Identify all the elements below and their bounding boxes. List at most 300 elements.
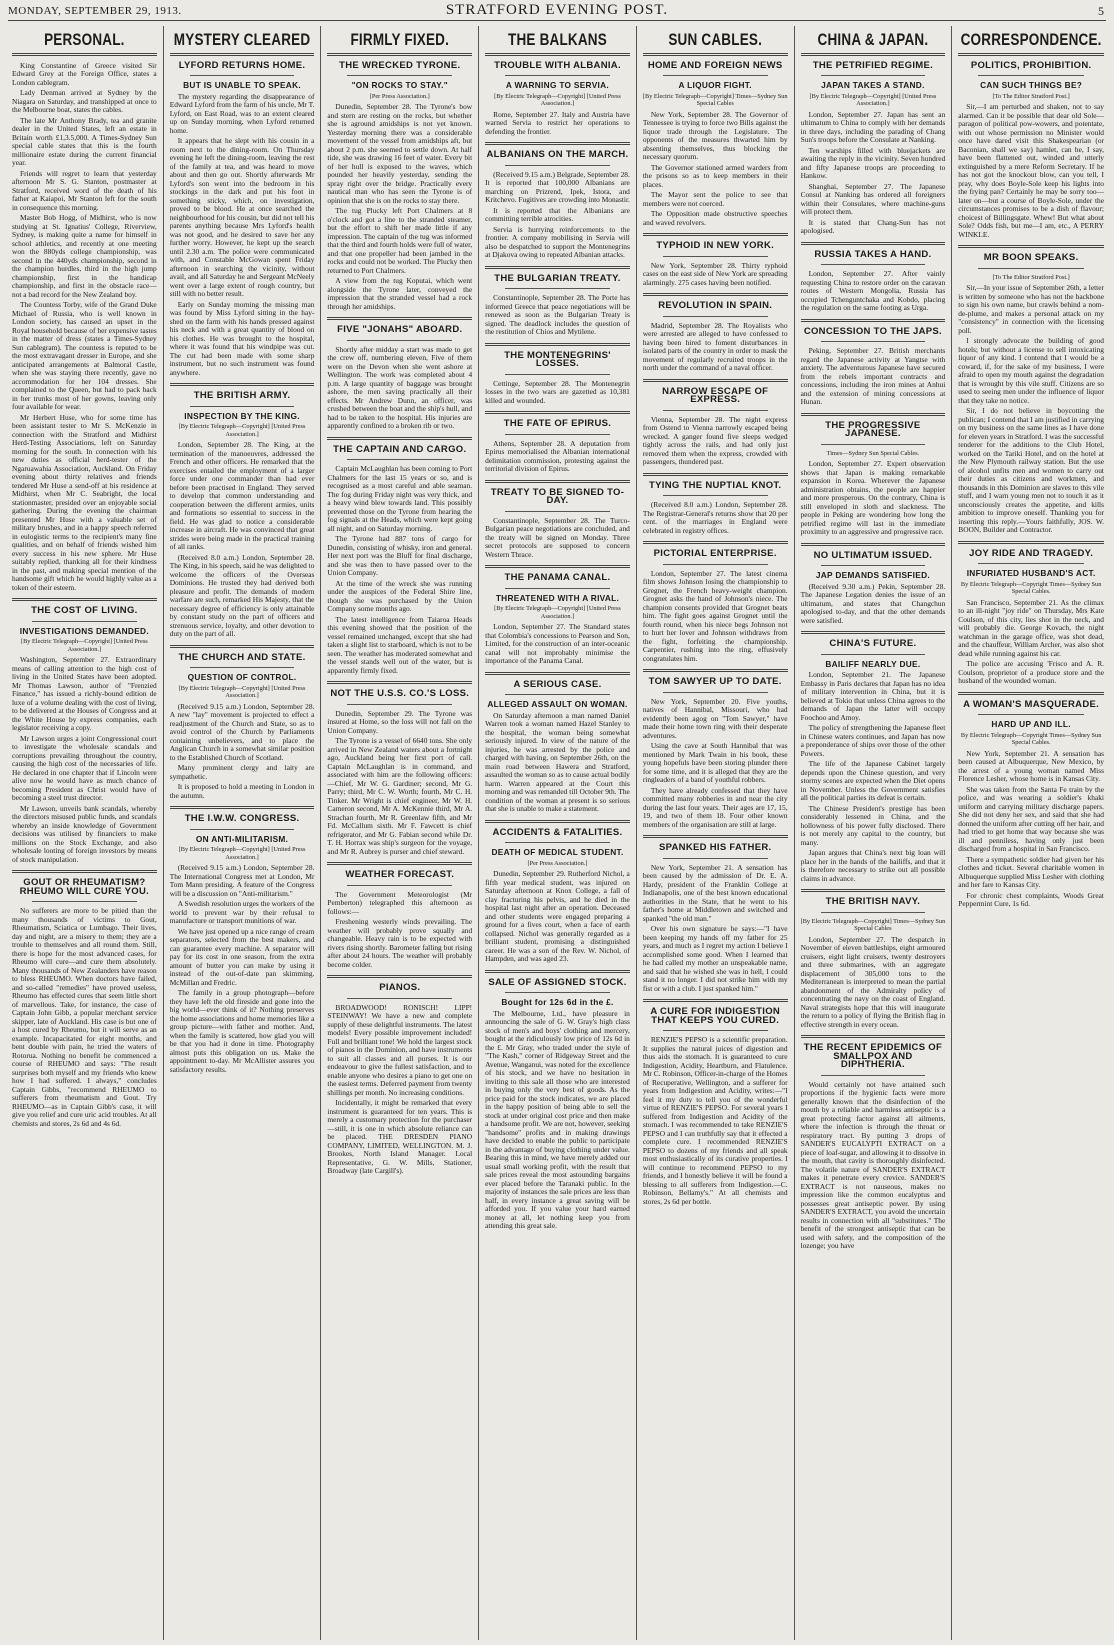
article: [643, 678, 788, 829]
article-headline: THE PROGRESSIVE JAPANESE.: [825, 419, 921, 439]
article-paragraph: Mr Herbert Huse, who for some time has been assistant tester to Mr S. McKenzie in connection with the Stratford and Midhirst Herd-Testing Associations, left on Saturday morning for the south. In connection with his new duties as official herd-tester of the Ngaruawahia Association, Auckland. On Friday evening about thirty relatives and friends tendered Mr Huse a send-off at his residence at Midhirst, when Mr C. Seabright, the local stationmaster, presided over an enjoyable social gathering. During the evening the chairman presented Mr Huse with a valuable set of military brushes, and in a happy speech referred in eulogistic terms to the recipient's many fine qualities, and on behalf of friends wished him every success in his new sphere. Mr Huse suitably replied, thanking all for their kindness in the past, and making special mention of the handsome gift which he would highly value as a token of their esteem.: [12, 412, 157, 592]
article: [643, 302, 788, 373]
article: [643, 844, 788, 993]
article: [327, 871, 472, 969]
article: [485, 486, 630, 560]
column-heading-rule: [485, 53, 630, 56]
article-headline: TROUBLE WITH ALBANIA.: [494, 59, 621, 71]
headline-rule: [347, 459, 452, 460]
article-headline: HOME AND FOREIGN NEWS: [647, 59, 783, 71]
column-heading: CORRESPONDENCE.: [960, 29, 1102, 49]
article-paragraph: The Chinese President's prestige has been considerably lessened in China, and the hollowness of his power fully disclosed. There is not merely any capital to the country, but many.: [800, 803, 946, 847]
article: [170, 815, 315, 1074]
headline-rule: [978, 714, 1084, 715]
headline-rule: [505, 75, 610, 76]
article-paragraph: London, September 27. The Standard states that Colombia's concessions to Pearson and Son, Limited, for the construction of an inter-oceanic canal will not improbably minimise the importance of the Panama Canal.: [485, 622, 630, 665]
article-separator: [643, 293, 788, 296]
article-headline: ACCIDENTS & FATALITIES.: [492, 826, 623, 838]
article-paragraph: Lady Denman arrived at Sydney by the Niagara on Saturday, and transhipped at once to the Melbourne boat, states the cables.: [12, 88, 157, 114]
headline-rule: [190, 406, 295, 407]
article-headline: A CURE FOR INDIGESTION THAT KEEPS YOU CURED.: [650, 1006, 781, 1026]
headline-rule: [663, 858, 768, 859]
article-separator: [801, 413, 946, 416]
article-paragraph: Vienna, September 28. The night express from Ostend to Vienna narrowly escaped being wrecked. A ganger found five sleeps wedged tightly across the rails, and had only just removed them when the express, crowded with passengers, thundered past.: [642, 414, 788, 466]
column-the-balkans: [479, 26, 637, 1640]
article-headline: RUSSIA TAKES A HAND.: [814, 248, 932, 260]
article: [485, 678, 630, 814]
headline-rule: [821, 654, 926, 655]
article-paragraph: The late Mr Anthony Brady, tea and granite dealer in the United States, left an estate in Britain worth £1,3.5,000. A Times-Sydney Sun special cable states that this is the fourth millionaire estate during the current financial year.: [12, 115, 157, 167]
article-paragraph: Ten warships filled with bluejackets are awaiting the reply in the vicinity. Seven hundred and fifty Japanese troops are proceeding to Hankow.: [800, 145, 946, 180]
article-subheadline: JAPAN TAKES A STAND.: [821, 80, 925, 90]
article: [12, 879, 157, 1128]
article-separator: [643, 835, 788, 838]
article-headline: THE I.W.W. CONGRESS.: [184, 813, 300, 824]
article-subheadline: INVESTIGATIONS DEMANDED.: [19, 625, 149, 636]
headline-rule: [663, 256, 768, 257]
headline-rule: [663, 410, 768, 411]
article-separator: [170, 806, 315, 809]
article-paragraph: Sir,—I am perturbed and shaken, not to say alarmed. Can it be possible that dear old Sole—paragon of political pow-wowers, and potentate, with out whose permission no Minister would once have dared visit this Shakespearian (or Baconian, shall we say) hamlet, can he, I say, have been flattened out, winded and utterly extinguished by a mere Reform Secretary. If he has not got the knockout blow, can you tell, I pray, why does Boyle-Sole keep his lights into the frying pan? Certainly he may be sorry too—later on—but a course of Boyle-Sole, under the circumstances promises to be a dish of flavour; choicest of Billingsgate. Whew! But what about Sole? Odds fish, but me—I am, etc., A PERRY WINKLE.: [958, 102, 1104, 239]
article-paragraph: Early on Sunday morning the missing man was found by Miss Lyford sitting in the hay-shed on the farm with his hands pressed against his neck and with a great quantity of blood on his clothes. He was brought to the hospital, where it was found that his windpipe was cut. The cut had been made with some sharp instrument, but no such instrument was found anywhere.: [169, 299, 315, 377]
article-paragraph: Sir, I do not believe in boycotting the publican; I contend that I am justified in carrying on my business on the same lines as I have done for eleven years in Stratford. I was the successful tenderer for the additions to the Club Hotel, worked on the Tariki Hotel, and on the hotel at the New Plymouth railway station. But the use of alcohol unfits men and women to carry out their duties as citizens and workmen, and thousands in this Dominion are slaves to this vile stuff, and I warn young men not to touch it as it unconsciously creates the appetite, and kills ambition to improve oneself. Thanking you for inserting this reply.—Yours faithfully, JOS. W. BOON, Builder and Contractor.: [958, 406, 1104, 534]
wire-credit: [By Electric Telegraph—Copyright] [United Press Association.]: [178, 423, 306, 438]
article-paragraph: We have just opened up a nice range of cream separators, selected from the best makers, and can guarantee every machine. A separator will pay for its cost in one season, from the extra amount of butter you can make by using it instead of the out-of-date pan skimming. McMillan and Fredric.: [169, 926, 315, 987]
headline-rule: [821, 1075, 926, 1076]
column-firmly-fixed: [321, 26, 479, 1640]
article-subheadline: JAP DEMANDS SATISFIED.: [815, 570, 930, 580]
article-headline: MR BOON SPEAKS.: [983, 252, 1079, 263]
wire-credit: By Electric Telegraph—Copyright Times—Sydney Sun Special Cables.: [960, 580, 1102, 595]
headline-rule: [663, 495, 768, 496]
headline-rule: [32, 621, 137, 622]
article: [327, 326, 472, 431]
article-headline: SPANKED HIS FATHER.: [658, 842, 772, 853]
article-headline: NOT THE U.S.S. CO.'S LOSS.: [330, 688, 470, 699]
article-paragraph: The Mayor sent the police to see that members were not coerced.: [642, 190, 788, 208]
column-sun-cables: [637, 26, 795, 1640]
column-heading: SUN CABLES.: [668, 29, 763, 49]
article-paragraph: Shortly after midday a start was made to get the crew off, numbering eleven, Five of them were on the Devon when she went ashore at Wellington. The work was completed about 4 p.m. A large quantity of baggage was brought ashore, the men saving practically all their effects. Mr Andrew Dunn, an officer, was crushed between the boat and the ship's hull, and had to be taken to the hospital. His injuries are apparently confined to a broken rib or two.: [327, 344, 473, 430]
article-paragraph: Peking, September 27. British merchants regard the Japanese activity at Yangtse with anxiety. The adventurous Japanese have secured from the rebels important contracts and concessions, including the iron mines at Anhui and the extension of mining concessions at Hunan.: [800, 346, 946, 406]
article-separator: [801, 631, 946, 634]
article-paragraph: New York, September 21. A sensation has been caused by the admission of Dr. E. A. Hardy, president of the Franklin College at Indianapolis, one of the best known educational authorities in the State, that he went to his father's home at Middletown and switched and spanked "the old man.": [642, 862, 788, 923]
article-paragraph: New York, September 28. The Governor of Tennessee is trying to force two Bills against the liquor trade through the Legislature. The opponents of the measures thwarted him by absenting themselves, thus blocking the necessary quorum.: [642, 109, 788, 161]
headline-rule: [821, 912, 926, 913]
article-paragraph: (Received 9.30 a.m.) Pekin, September 28. The Japanese Legation denies the issue of an ultimatum, and states that Changchun apologised to-day, and that the other demands were satisfied.: [800, 581, 946, 625]
article-paragraph: The Tyrone had 887 tons of cargo for Dunedin, consisting of whisky, iron and general. Her next port was the Bluff for final discharge, and she was then to have passed over to the Union Company.: [327, 534, 473, 577]
article-paragraph: The latest intelligence from Taiaroa Heads this evening showed that the position of the vessel remained unchanged, except that she had taken a slight list to starboard, which is not to be seen. The weather has moderated somewhat and the vessel stands well out of the water, but is apparently firmly fixed.: [327, 614, 473, 675]
article-paragraph: It is proposed to hold a meeting in London in the autumn.: [169, 782, 315, 800]
article-separator: [801, 889, 946, 892]
article: [485, 151, 630, 260]
column-heading: MYSTERY CLEARED: [173, 29, 311, 49]
article: [485, 59, 630, 137]
article-headline: JOY RIDE AND TRAGEDY.: [969, 547, 1094, 559]
column-heading-rule: [958, 53, 1104, 56]
article-paragraph: London, September 21. The Japanese Embassy in Paris declares that Japan has no idea of military intervention in China, but it is believed at Tokio that unless China agrees to the demands of Japan the latter will occupy Foochoo and Amoy.: [800, 670, 946, 722]
headline-rule: [978, 268, 1084, 269]
article-paragraph: Sir,—In your issue of September 26th, a letter is written by someone who has not the backbone to sign his own name, but crawls behind a nom-de-plume, and makes a personal attack on my "consistency" in connection with the licensing poll.: [958, 283, 1104, 335]
article-paragraph: Dunedin, September 28. The Tyrone's bow and stern are resting on the rocks, but whether she is aground amidships is not yet known. Yesterday morning there was a considerable movement of the vessel from amidships aft, but about 2 p.m. she seemed to settle down. At half tide, she was drawing 16 feet of water. Every bit of her hull is exposed to the waves, which pounded her heavily yesterday, sending the spray right over the bridge. Practically every nautical man who has seen the Tyrone is of opinion that she is on the rocks to stay there.: [327, 102, 473, 205]
article-paragraph: Using the cave at South Hannibal that was mentioned by Mark Twain in his book, these young hopefuls have been storing plunder there for some time, and it is alleged that they are the ringleaders of a band of youthful robbers.: [642, 741, 788, 784]
article-separator: [485, 820, 630, 823]
article-paragraph: Many prominent clergy and laity are sympathetic.: [169, 763, 315, 781]
article-subheadline: THREATENED WITH A RIVAL.: [495, 592, 620, 603]
article-paragraph: The tug Plucky left Port Chalmers at 8 o'clock and got a line to the stranded steamer, but the effort to shift her made little if any impression. The captain of the tug was informed that the third and fourth holds were full of water, and that one propeller had been jambed in the rocks and could not be worked. The Plucky then returned to Port Chalmers.: [327, 206, 473, 275]
article-subheadline: ON ANTI-MILITARISM.: [195, 833, 289, 844]
article-paragraph: (Received 8.0 a.m.) London, September 28. The King, in his speech, said he was delighted to welcome the officers of the Overseas Dominions. He trusted they had derived both pleasure and profit. The demands of modern warfare are such, remarked His Majesty, that the necessary degree of efficiency is only attainable by constant study on the part of officers and strenuous service, loyalty, and other devotion to duty on the part of all.: [169, 552, 315, 638]
headline-rule: [821, 264, 926, 265]
article-paragraph: Would certainly not have attained such proportions if the hygienic facts were more generally known that the disinfection of the mouth by a reliable and harmless antiseptic is a great protecting factor against all ailments, where the infection is through the throat or respiratory tract. By putting 3 drops of SANDER'S EUCALYPTI EXTRACT on a piece of loaf-sugar, and allowing it to dissolve in the mouth, that cavity is thoroughly disinfected. The volatile nature of SANDER'S EXTRACT makes it penetrate every crevice. SANDER'S EXTRACT is not nauseous, makes no impression like the common eucalyptus and possesses great antiseptic power. By using SANDER'S EXTRACT, you avoid the uncertain results in connection with all "substitutes." The benefit of the strongest antiseptic that can be used with safety, and the composition of the lozenge; you have: [800, 1079, 946, 1250]
article-separator: [485, 343, 630, 346]
article-separator: [643, 473, 788, 476]
article: [327, 984, 472, 1176]
article-headline: THE COST OF LIVING.: [31, 605, 138, 616]
headline-rule: [505, 374, 610, 375]
article: [801, 640, 946, 883]
article-headline: THE CAPTAIN AND CARGO.: [333, 443, 467, 455]
article-paragraph: The Tyrone is a vessel of 6640 tons. She only arrived in New Zealand waters about a fortnight ago, Auckland being her first port of call. Captain McLaughlan is in command, and associated with him are the following officers:—Chief, Mr W. G. Gardiner; second, Mr G. Parry; third, Mr C. W. Worth; fourth, Mr C. H. Tinker. Mr Wright is chief engineer, Mr W. H. Cameron second, Mr A. McKennie third, Mr A. Strachan fourth, Mr R. Greenlaw fifth, and Mr Fd. McCallum sixth. Mr F. Fawcett is chief refrigerator, and Mr G. Fabian second while Dr. T. H. Horrax was ship's surgeon for the voyage, and Mr R. Aubrey is purser and chief steward.: [327, 736, 473, 856]
article-paragraph: She was taken from the Santa Fe train by the police, and was wearing a soldier's khaki uniform and carrying military discharge papers. She did not deny her sex, and said that she had donned the uniform after cutting off her hair, and had tried to get home that way because she was ill and penniless, having only just been discharged from a hospital in San Francisco.: [958, 784, 1104, 853]
article-separator: [801, 1035, 946, 1038]
article: [958, 547, 1104, 686]
article-paragraph: The Governor stationed armed warders from the prisons so as to keep members in their places.: [642, 162, 788, 189]
article-paragraph: Friends will regret to learn that yesterday afternoon Mr S. G. Stanton, postmaster at Stratford, received word of the death of his father at Kaiapoi, Mr Stanton left for the south in consequence this morning.: [12, 168, 157, 212]
article-paragraph: RENZIE'S PEPSO is a scientific preparation. It supplies the natural juices of digestion and thus aids the stomach. It is guaranteed to cure Indigestion, Acidity, Heartburn, and Flatulence. Mr C. Robinson, Officer-in-charge of the Homes of Recuperative, Wellington, and a sufferer for years from Indigestion and Acidity, writes:—"I feel it my duty to tell you of the wonderful virtue of RENZIE'S PEPSO. For several years I suffered from Indigestion and Acidity of the stomach. I was recommended to take RENZIE'S PEPSO and I can truthfully say that it effected a complete cure. I recommended RENZIE'S PEPSO to dozens of my friends and all speak most enthusiastically of its curative properties. I will continue to recommend PEPSO to my friends, and I honestly believe it will be found a blessing to all sufferers from Indigestion.—C. Robinson, Bellamy's." At all chemists and stores, 2s 6d per bottle.: [642, 1035, 788, 1206]
article-headline: THE RECENT EPIDEMICS OF SMALLPOX AND DIPHTHERIA.: [803, 1042, 943, 1070]
article: [485, 349, 630, 406]
article: [327, 443, 473, 676]
article-paragraph: London, September 28. The King, at the termination of the manoeuvres, addressed the French and other officers. He remarked that the exercises entailed the employment of a larger force under one commander than had ever before been practised in England. They served to develop that common understanding and cooperation between the different armies, units and formations so essential to success in the field. He was glad to notice a considerable increase in aircraft. He was convinced that great strides were being made in the practical training of all ranks.: [169, 440, 315, 551]
article: [801, 1044, 946, 1251]
article-headline: THE FATE OF EPIRUS.: [503, 418, 612, 429]
article-headline: REVOLUTION IN SPAIN.: [658, 300, 773, 311]
wire-credit: [Per Press Association.]: [527, 859, 588, 867]
article-headline: THE MONTENEGRINS' LOSSES.: [504, 349, 611, 369]
article-subheadline: DEATH OF MEDICAL STUDENT.: [491, 847, 624, 857]
newspaper-title: STRATFORD EVENING POST.: [445, 2, 669, 18]
headline-rule: [505, 165, 610, 166]
article-paragraph: Madrid, September 28. The Royalists who were arrested are alleged to have confessed to having been hired to foment disturbances in isolated parts of the country in order to mask the movement of regularly recruited troops in the north under the command of a naval officer.: [642, 320, 788, 372]
article-paragraph: Mr Lawson urges a joint Congressional court to investigate the wholesale scandals and corruptions prevailing throughout the country, causing the high cost of the necessaries of life. He declared in one chapter that if Lincoln were alive now he would have as much chance of becoming President as Christ would have of becoming a steel trust director.: [12, 733, 157, 802]
article-paragraph: (Received 9.15 a.m.) London, September 28. A new "lay" movement is projected to effect a readjustment of the Church and State, so as to avoid control of the Church by Parliaments containing unbelievers, and to place the Anglican Church in a somewhat similar position to the Established Church of Scotland.: [169, 701, 315, 762]
article-headline: A SERIOUS CASE.: [513, 678, 602, 690]
article-headline: WEATHER FORECAST.: [345, 869, 455, 880]
article: [485, 420, 630, 474]
article-paragraph: On Saturday afternoon a man named Daniel Warren took a woman named Hazel Stanley to the hospital, the woman being somewhat seriously injured. In view of the nature of the injuries, he was arrested by the police and charged with having, on September 26th, on the main road between Hawera and Stratford, assaulted the woman so as to cause actual bodily harm. Warren appeared at the Court this morning and was remanded till October 9th. The condition of the woman at present is so serious that she is unable to make a statement.: [485, 710, 630, 813]
article-headline: THE CHURCH AND STATE.: [178, 651, 306, 663]
article-separator: [170, 645, 315, 648]
article-paragraph: Freshening westerly winds prevailing. The weather will probably prove squally and changeable. Heavy rain is to be expected with rivers rising shortly. Barometer falling but rising after about 24 hours. The weather will probably become colder.: [327, 917, 473, 969]
column-correspondence: [952, 26, 1110, 1640]
wire-credit: [To The Editor Stratford Post.]: [992, 273, 1070, 281]
article-headline: POLITICS, PROHIBITION.: [970, 59, 1092, 71]
article: [800, 549, 946, 626]
article: [643, 1008, 788, 1206]
article-paragraph: The Opposition made obstructive speeches and waved revolvers.: [642, 209, 788, 227]
article-paragraph: It is reported that the Albanians are committing terrible atrocities.: [485, 205, 630, 223]
article-headline: TREATY TO BE SIGNED TO-DAY.: [490, 486, 625, 506]
headline-rule: [663, 316, 768, 317]
column-heading: CHINA & JAPAN.: [817, 29, 929, 49]
headline-rule: [505, 992, 610, 993]
article-subheadline: ALLEGED ASSAULT ON WOMAN.: [487, 699, 628, 709]
article-headline: FIVE "JONAHS" ABOARD.: [337, 324, 463, 335]
headline-rule: [978, 75, 1084, 76]
article-paragraph: Captain McLaughlan has been coming to Port Chalmers for the last 15 years or so, and is recognised as a most careful and able seaman. The fog during Friday night was very thick, and a heavy wind blew towards land. This possibly prevented those on the Tyrone from hearing the fog signals at the Heads, which were kept going all night, and on Saturday morning.: [327, 464, 473, 533]
headline-rule: [347, 998, 452, 999]
headline-rule: [505, 434, 610, 435]
article-paragraph: The Melbourne, Ltd., have pleasure in announcing the sale of G. W. Gray's high class stock of men's and boys' clothing and mercery, bought at the ridiculously low price of 12s 6d in the £. Mr Gray, who traded under the style of "The Kash," corner of Ridgeway Street and the Avenue, Wanganui, was noted for the excellence of his stock, and we have no hesitation in inviting to this sale all those who are interested in buying only the very best of goods. As the price paid for the stock indicates, we are placed in the happy position of being able to sell the stock at under original cost price and then make a handsome profit. We are not, however, seeking "handsome" profits and in making drawings have decided to enable the public to participate in the advantage of buying clothing under value. Bearing this in mind, we have merely added our usual small working profit, with the result that sale prices reveal the most astounding bargains ever placed before the Taranaki public. In the majority of instances the sale prices are less than half, in every instance a great saving will be afforded you. If you value your hard earned money at all, let nothing keep you from attending this great sale.: [485, 1008, 630, 1230]
wire-credit: [To The Editor Stratford Post.]: [992, 92, 1070, 100]
wire-credit: [Per Press Association.]: [369, 92, 430, 100]
article: [485, 272, 630, 337]
article-headline: ALBANIANS ON THE MARCH.: [486, 149, 629, 160]
article-paragraph: The policy of strengthening the Japanese fleet in Chinese waters continues, and Japan has now a preponderance of ships over those of the other Powers.: [800, 723, 946, 758]
article-separator: [485, 266, 630, 269]
article-separator: [485, 565, 630, 568]
article: [958, 59, 1104, 240]
column-mystery-cleared: [164, 26, 322, 1640]
article-paragraph: Athens, September 28. A deputation from Epirus memorialised the Albanian international delimitation commission, protesting against the territorial division of Epirus.: [485, 438, 630, 473]
column-heading-rule: [12, 53, 157, 56]
article-headline: TYING THE NUPTIAL KNOT.: [649, 479, 782, 491]
headline-rule: [663, 1030, 768, 1031]
wire-credit: [By Electric Telegraph—Copyright] Times—Sydney Sun Special Cables: [800, 917, 946, 932]
wire-credit: [By Electric Telegraph—Copyright] [United Press Association.]: [178, 846, 306, 861]
wire-credit: Times—Sydney Sun Special Cables.: [826, 449, 920, 457]
article-subheadline: Bought for 12s 6d in the £.: [501, 997, 614, 1007]
article-paragraph: London, September 27. After vainly requesting China to restore order on the caravan routes of Western Mongolia, Russia has occupied Tchenguntchaka and Kobdo, placing the regulation on the same footing as Urga.: [800, 269, 946, 312]
headline-rule: [32, 901, 137, 902]
article-headline: THE PANAMA CANAL.: [504, 572, 611, 583]
article: [327, 690, 472, 856]
article-separator: [801, 242, 946, 245]
headline-rule: [505, 288, 610, 289]
article: [169, 59, 315, 378]
article-paragraph: There a sympathetic soldier had given her his clothes and ticket. Several charitable women in Albuquerque supplied Miss Lesher with clothing and her fare to Kansas City.: [958, 854, 1104, 889]
article-paragraph: Japan argues that China's next big loan will place her in the hands of the bailiffs, and that it is therefore necessary to strike out all possible claims in advance.: [800, 848, 946, 883]
column-heading: PERSONAL.: [44, 29, 125, 49]
issue-date: MONDAY, SEPTEMBER 29, 1913.: [8, 5, 182, 17]
headline-rule: [978, 563, 1084, 564]
article-paragraph: Dunedin, September 29. The Tyrone was insured at Home, so the loss will not fall on the Union Company.: [327, 708, 473, 735]
article-paragraph: Rome, September 27. Italy and Austria have warned Servia to restrict her operations to defending the frontier.: [485, 109, 630, 136]
article-separator: [485, 672, 630, 675]
article-paragraph: Shanghai, September 27. The Japanese Consul at Nanking has ordered all foreigners within their Consulates, where machine-guns will protect them.: [800, 181, 946, 216]
column-heading: THE BALKANS: [508, 29, 607, 49]
article-headline: TOM SAWYER UP TO DATE.: [648, 676, 782, 687]
article-paragraph: London, September 27. The latest cinema film shows Johnson losing the championship to Gregnet, the French heavy-weight champion. Grognet asks the hand of Johnson's niece. The champion consents provided that Grognet beats him. The fight goes against Grognet until the fourth round, when his niece begs Johnson not to hurt her lover and Johnson withdraws from the fight, forfeiting the championship. Carpentier, rushing into the ring, effusively congratulates him.: [642, 568, 788, 663]
article-paragraph: The life of the Japanese Cabinet largely depends upon the Chinese question, and very stormy scenes are expected when the Diet opens in November. Unless the Government satisfies all the political parties its defeat is certain.: [800, 759, 946, 802]
article-paragraph: San Francisco, September 21. As the climax to an ill-night "joy ride" on Thursday, Mrs Kate Coulson, of this city, lies shot in the neck, and will probably die. George Kovach, the night watchman in the garage office, was shot dead, and the chauffeur, William Archer, was also shot dead while running against his car.: [958, 597, 1104, 658]
headline-rule: [505, 511, 610, 512]
article: [958, 254, 1104, 535]
article: [485, 574, 630, 666]
headline-rule: [347, 340, 452, 341]
article-separator: [643, 541, 788, 544]
article: [800, 419, 946, 537]
page-number: 5: [1098, 4, 1104, 18]
article: [327, 59, 473, 312]
article-paragraph: Mr Lawson, unveils bank scandals, whereby the directors misused public funds, and scandals whereby an inside knowledge of Government decisions was utilised by financiers to make millions on the Stock Exchange, and also wholesale looting of foreign investors by means of stock manipulation.: [12, 803, 157, 864]
article-separator: [327, 437, 472, 440]
article-separator: [485, 411, 630, 414]
article-paragraph: At the time of the wreck she was running under the auspices of the Federal Shire line, though she was purchased by the Union Company some months ago.: [327, 578, 473, 613]
article-paragraph: (Received 9.15 a.m.) London, September 28. The International Congress met at London, Mr Tom Mann presiding. A feature of the Congress will be a discussion on "Anti-militarism.": [169, 863, 315, 898]
column-grid: [6, 26, 1110, 1640]
headline-rule: [505, 694, 610, 695]
article-paragraph: London, September 27. Japan has sent an ultimatum to China to comply with her demands in three days, including the parading of Chang Sun's troops before the Consulate at Nanking.: [800, 109, 946, 144]
article: [485, 826, 630, 964]
article: [642, 59, 788, 228]
article: [12, 607, 157, 864]
article-headline: GOUT OR RHEUMATISM? RHEUMO WILL CURE YOU.: [19, 877, 150, 897]
article-paragraph: London, September 27. Expert observation shows that Japan is making remarkable expansion in Korea. Wherever the Japanese administration obtains, the people are happier and more prosperous. On the contrary, China is still enveloped in sloth and slackness. The people in Peking are wondering how long the petrified regime will last in the immediate proximity to an aggressive and progressive race.: [800, 459, 946, 536]
column-heading-rule: [801, 53, 946, 56]
article-separator: [12, 598, 157, 601]
article-subheadline: QUESTION OF CONTROL.: [187, 672, 297, 682]
article-separator: [327, 975, 472, 978]
headline-rule: [347, 704, 452, 705]
headline-rule: [821, 75, 926, 76]
article-paragraph: Dunedin, September 29. Rutherford Nichol, a fifth year medical student, was injured on Saturday afternoon at Knox College, a fall of clay fracturing his pelvis, and he died in the hospital last night after an operation. Deceased and other students were engaged preparing a ground for a fives court, when a face of earth collapsed. Nichol was generally regarded as a brilliant student, promising a distinguished career. He was a son of the Rev. W. Nichol, of Hampden, and was aged 23.: [485, 869, 630, 963]
article-paragraph: New York, September 21. A sensation has been caused at Albuquerque, New Mexico, by the arrest of a young woman named Miss Florence Lesher, whose home is in Kansas City.: [958, 748, 1104, 783]
article-headline: PIANOS.: [379, 982, 421, 993]
wire-credit: [By Electric Telegraph—Copyright] [United Press Association.]: [809, 92, 937, 107]
headline-rule: [821, 341, 926, 342]
headline-rule: [190, 75, 295, 76]
article-headline: LYFORD RETURNS HOME.: [178, 59, 306, 71]
article-headline: PICTORIAL ENTERPRISE.: [653, 548, 777, 559]
article-paragraph: (Received 9.15 a.m.) Belgrade, September 28. It is reported that 100,000 Albanians are marching on Prizrend, Ipek, Istora, and Kritchevo. Fugitives are crowding into Monastir.: [485, 169, 630, 204]
article-separator: [801, 543, 946, 546]
article-paragraph: The police are accusing 'Frisco and A. R. Coulson, proprietor of a produce store and the husband of the wounded woman.: [958, 659, 1104, 685]
wire-credit: [By Electric Telegraph—Copyright] [United Press Association.]: [494, 92, 621, 107]
article-subheadline: INSPECTION BY THE KING.: [184, 410, 300, 421]
article: [643, 550, 788, 663]
article-paragraph: For chronic chest complaints, Woods Great Peppermint Cure, 1s 6d.: [958, 890, 1104, 908]
article-subheadline: HARD UP AND ILL.: [991, 719, 1071, 729]
article-paragraph: New York, September 20. Five youths, natives of Hannibal, Missouri, who had evidently been agog on "Tom Sawyer," have made their home town ring with their desperate adventures.: [642, 696, 788, 740]
masthead: [8, 2, 1106, 21]
column-heading-rule: [643, 53, 788, 56]
article: [170, 392, 315, 639]
article: [642, 479, 788, 536]
article-separator: [170, 383, 315, 386]
article-paragraph: No sufferers are more to be pitied than the many thousands of victims to Gout, Rheumatism, Sciatica or Lumbago. Their lives, day and night, are a misery to them; they are a trouble to themselves and all round them. Still, there is hope for the most advanced cases, for Rheumo will cure—and cure them absolutely. Many thousands of New Zealanders have reason to bless RHEUMO. When doctors have failed, and so-called "remedies" have proved useless, Rheumo has effected cures that seem little short of marvellous. Take, for instance, the case of Captain John Gibb, a popular merchant service skipper, late of Auckland. His case is but one of a host cured by Rheumo, but it will serve as an example. Incapacitated for eight months, and bent double with pain, he tried the waters of Rotorua. Nothing no benefit he commenced a course of RHEUMO and says: "The result surprises both myself and my friends who knew how I had suffered. I always," concludes Captain Gibbs, "recommend RHEUMO to sufferers from rheumatism and Gout. Try RHEUMO—as in Captain Gibb's case, it will give you relief and cure uric acid troubles. At all chemists and stores, 2s 6d and 4s 6d.: [12, 906, 157, 1128]
article-separator: [643, 233, 788, 236]
article-headline: A WOMAN'S MASQUERADE.: [963, 698, 1100, 710]
article-paragraph: King Constantine of Greece visited Sir Edward Grey at the Foreign Office, states a London cablegram.: [12, 60, 157, 87]
article-paragraph: They have already confessed that they have committed many robberies in and near the city during the last four years. Their ages are 17, 15, 19, and two of them 18. Four other known members of the organisation are still at large.: [642, 785, 788, 829]
article-separator: [643, 379, 788, 382]
article-separator: [801, 319, 946, 322]
article-headline: CONCESSION TO THE JAPS.: [803, 325, 942, 337]
article-separator: [643, 999, 788, 1002]
article-headline: THE PETRIFIED REGIME.: [812, 59, 934, 71]
article-subheadline: "ON ROCKS TO STAY.": [351, 80, 448, 90]
article-paragraph: A Swedish resolution urges the workers of the world to prevent war by their refusal to manufacture or transport munitions of war.: [169, 899, 315, 925]
article-headline: THE BRITISH ARMY.: [193, 390, 291, 401]
article: [801, 898, 946, 1029]
article-subheadline: A WARNING TO SERVIA.: [505, 80, 610, 90]
article-headline: THE BRITISH NAVY.: [825, 896, 921, 907]
article: [958, 698, 1104, 909]
article: [800, 325, 946, 407]
article-headline: TYPHOID IN NEW YORK.: [656, 240, 775, 251]
article-paragraph: BROADWOOD! RONISCH! LIPP! STEINWAY! We have a new and complete supply of these delightful instruments. The latest models! Every possible improvement included! Full and brilliant tone! We hold the largest stock of pianos in the Dominion, and have instruments to suit all classes and all purses. It is our endeavour to give the fullest satisfaction, and to enable anyone who desires a piano to get one on the easiest terms. Deferred payment from twenty shillings per month. No increasing conditions.: [327, 1002, 473, 1097]
article-separator: [485, 142, 630, 145]
wire-credit: [By Electric Telegraph—Copyright] [United Press Association.]: [178, 684, 306, 699]
headline-rule: [663, 564, 768, 565]
article-subheadline: BAILIFF NEARLY DUE.: [825, 658, 921, 669]
column-personal: [6, 26, 164, 1640]
article-paragraph: Over his own signature he says:—"I have been keeping my hands off my father for 25 years, and much as I regret my action I believe I accomplished some good. When I learned that he had called my mother an unspeakable name, and said that he wished she was in hell, I could stand it no longer. I did not strike him with my fist or with a club. I just spanked him.": [642, 924, 788, 993]
headline-rule: [190, 667, 295, 668]
article-paragraph: I strongly advocate the building of good hotels; but without a license to sell intoxicating liquor of any kind. I contend that I would be a coward, if, for the sake of my business, I were afraid to open my mouth against the degradation that is wrought by this vile stuff. Citizens are so used to seeing men under the influence of liquor that they take no notice.: [958, 336, 1104, 405]
article-separator: [327, 862, 472, 865]
article-separator: [958, 692, 1104, 695]
article-separator: [327, 317, 472, 320]
article-separator: [643, 669, 788, 672]
article: [800, 248, 946, 313]
column-china-japan: [795, 26, 953, 1640]
column-heading-rule: [170, 53, 315, 56]
article-separator: [327, 681, 472, 684]
article: [169, 651, 315, 801]
article: [642, 385, 788, 467]
article: [485, 976, 630, 1231]
article-paragraph: Constantinople, September 28. The Turco-Bulgarian peace negotiations are concluded, and the treaty will be signed on Monday. Three secret protocols are supposed to concern Western Thrace.: [485, 515, 630, 559]
article-paragraph: The Government Meteorologist (Mr Pemberton) telegraphed this afternoon as follows:—: [327, 889, 473, 916]
wire-credit: [By Electric Telegraph—Copyright] [United Press Association.]: [494, 605, 621, 620]
article: [800, 59, 946, 236]
article-paragraph: The family in a group photograph—before they have left the old fireside and gone into the big world—ever think of it? Nothing preserves the home associations and home memories like a group picture—with father and mother. And, when the family is scattered, how glad you will be that you had it done in time. Photography almost puts this obligation on us. Make the appointment to-day. Mr McAllister assures you satisfactory results.: [169, 988, 315, 1074]
article-separator: [485, 480, 630, 483]
article-paragraph: A view from the tug Koputai, which went alongside the Tyrone later, conveyed the impression that the stranded vessel had a rock through her amidships.: [327, 276, 473, 311]
article-paragraph: Cettinge, September 28. The Montenegrin losses in the two wars are gazetted as 10,381 killed and wounded.: [485, 378, 630, 405]
wire-credit: By Electric Telegraph—Copyright Times—Sydney Sun Special Cables.: [960, 731, 1102, 746]
article-headline: NARROW ESCAPE OF EXPRESS.: [662, 385, 769, 405]
headline-rule: [663, 692, 768, 693]
article-subheadline: A LIQUOR FIGHT.: [678, 80, 752, 90]
article-headline: NO ULTIMATUM ISSUED.: [813, 549, 933, 561]
article-paragraph: It appears that he slept with his cousin in a room next to the dining-room. On Thursday evening he left the dining-room, leaving the rest of the family at tea, and was heard to move about and then go out. Shortly afterwards Mr Lyford's son went into the bedroom in his stockings in the dark and put his foot in something sticky, which, on investigation, proved to be blood. He at once searched the neighbourhood for his cousin, but did not tell his parents anything because Mrs Lyford's health was not good, and he desired to save her any further worry. However, he kept up the search until 2.30 a.m. The police were communicated with, and Constable McGowan spent Friday afternoon in searching the vicinity, without avail, and all Saturday he and Sergeant McNeely went over a large extent of rough country, but still with no better result.: [169, 136, 315, 298]
article-paragraph: Incidentally, it might be remarked that every instrument is guaranteed for ten years. This is merely a customary protection for the purchaser—still, it is one in which absolute reliance can be placed. THE DRESDEN PIANO COMPANY, LIMITED, WELLINGTON. M. J. Brookes, North Island Manager. Local Representative, G. W. Mills, Stationer, Broadway (late Cargill's).: [327, 1098, 473, 1175]
article-paragraph: The mystery regarding the disappearance of Edward Lyford from the farm of his uncle, Mr T. Lyford, on East Road, was to an extent cleared up on Sunday morning, when Lyford returned home.: [169, 91, 315, 135]
article-subheadline: CAN SUCH THINGS BE?: [980, 80, 1083, 90]
article-paragraph: It is stated that Chang-Sun has not apologised.: [800, 217, 946, 235]
article-paragraph: New York, September 28. Thirty typhoid cases on the east side of New York are spreading alarmingly. 275 cases having been notified.: [642, 260, 788, 287]
article-paragraph: Servia is hurrying reinforcements to the frontier. A company mobilising in Servia will also be despatched to support the Montenegrins at Djakova owing to repeated Albanian attacks.: [485, 224, 630, 259]
article-subheadline: INFURIATED HUSBAND'S ACT.: [966, 568, 1096, 578]
headline-rule: [821, 444, 926, 445]
headline-rule: [347, 75, 452, 76]
column-heading: FIRMLY FIXED.: [350, 29, 450, 49]
column-heading-rule: [327, 53, 472, 56]
headline-rule: [505, 588, 610, 589]
article-headline: THE WRECKED TYRONE.: [339, 59, 461, 71]
article-paragraph: Constantinople, September 28. The Porte has informed Greece that peace negotiations will be renewed as soon as the Bulgarian Treaty is signed. The deadlock includes the question of the restitution of Chios and Mytilene.: [485, 293, 630, 336]
article-subheadline: BUT IS UNABLE TO SPEAK.: [183, 80, 301, 90]
headline-rule: [505, 842, 610, 843]
article-headline: SALE OF ASSIGNED STOCK.: [488, 976, 627, 988]
article-separator: [958, 541, 1104, 544]
article-separator: [12, 870, 157, 873]
article-paragraph: Master Bob Hogg, of Midhirst, who is now studying at St. Ignatius' College, Riverview, Sydney, is making quite a name for himself in school athletics, and recently at one meeting won the 880yds college championship, was second in the 440yds championship, second in the champion hurdles, third in the high jump championship, first in the handicap championship, and first in the obstacle race—not a bad record for the New Zealand boy.: [12, 213, 157, 299]
